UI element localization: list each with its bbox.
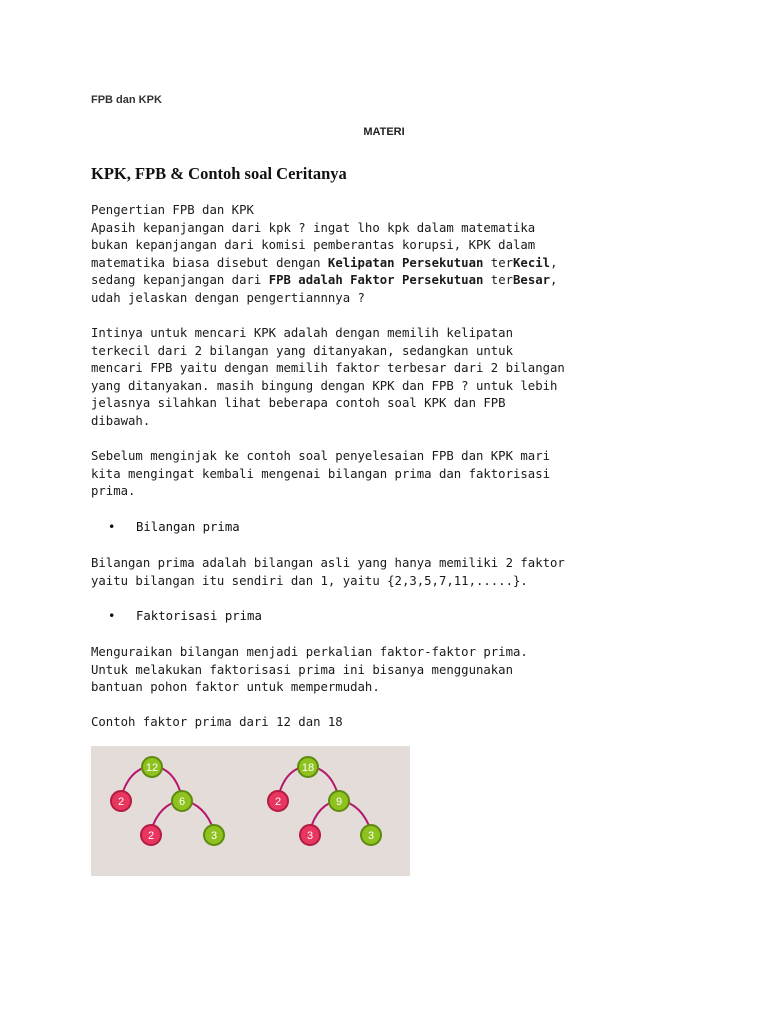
node-label: 3 [210, 830, 218, 842]
article-title: KPK, FPB & Contoh soal Ceritanya [91, 164, 347, 183]
paragraph-faktorisasi-prima [91, 644, 528, 697]
node-label: 3 [306, 830, 314, 842]
text-line: mencari FPB yaitu dengan memilih faktor terbesar dari 2 bilangan [91, 361, 565, 376]
text-line: yang ditanyakan. masih bingung dengan KPK dan FPB ? untuk lebih [91, 378, 558, 393]
bullet-text: Bilangan prima [136, 520, 240, 534]
section-label: MATERI [363, 126, 405, 138]
text-fragment: , [550, 255, 558, 270]
text-fragment: , [550, 273, 558, 288]
node-label: 2 [147, 830, 155, 842]
node-label: 6 [178, 796, 186, 808]
node-label: 3 [367, 830, 375, 842]
kpk-bold-suffix: Kecil [513, 255, 551, 270]
example-caption: Contoh faktor prima dari 12 dan 18 [91, 715, 343, 729]
kpk-bold-term: Kelipatan Persekutuan [327, 255, 484, 270]
node-label: 2 [117, 796, 125, 808]
text-line: Sebelum menginjak ke contoh soal penyelesaian FPB dan KPK mari [91, 449, 551, 463]
text-line: jelasnya silahkan lihat beberapa contoh soal KPK dan FPB [91, 396, 506, 411]
fpb-bold-suffix: Besar [513, 273, 551, 288]
factor-tree-12 [111, 757, 224, 845]
text-line: Menguraikan bilangan menjadi perkalian faktor-faktor prima. [91, 645, 528, 659]
node-label: 18 [301, 762, 315, 774]
bullet-marker: • [108, 609, 116, 623]
text-line: Bilangan prima adalah bilangan asli yang hanya memiliki 2 faktor [91, 556, 565, 570]
node-label: 12 [145, 762, 159, 774]
text-fragment: ter [483, 273, 514, 288]
bullet-faktorisasi-prima [108, 608, 262, 626]
paragraph-kpk-fpb-explanation [91, 325, 565, 431]
bullet-bilangan-prima [108, 519, 240, 537]
text-fragment: ter [483, 255, 514, 270]
text-line: terkecil dari 2 bilangan yang ditanyakan, sedangkan untuk [91, 343, 513, 358]
fpb-bold-term: FPB adalah Faktor Persekutuan [268, 273, 484, 288]
intro-line: Pengertian FPB dan KPK [91, 203, 254, 217]
node-label: 9 [335, 796, 343, 808]
intro-line: udah jelaskan dengan pengertiannnya ? [91, 290, 365, 305]
factor-tree-diagram [91, 746, 410, 876]
factor-tree-image [91, 746, 410, 876]
paragraph-before-examples [91, 448, 550, 501]
text-line: bantuan pohon faktor untuk mempermudah. [91, 680, 380, 695]
intro-line: matematika biasa disebut dengan [91, 255, 328, 270]
text-line: Intinya untuk mencari KPK adalah dengan memilih kelipatan [91, 326, 513, 340]
factor-tree-18 [268, 757, 381, 845]
intro-line: sedang kepanjangan dari [91, 273, 269, 288]
bullet-text: Faktorisasi prima [136, 609, 262, 623]
intro-line: bukan kepanjangan dari komisi pemberantas korupsi, KPK dalam [91, 238, 536, 253]
bullet-marker: • [108, 520, 116, 534]
node-label: 2 [274, 796, 282, 808]
paragraph-bilangan-prima [91, 555, 565, 590]
text-line: dibawah. [91, 413, 151, 428]
intro-line: Apasih kepanjangan dari kpk ? ingat lho kpk dalam matematika [91, 220, 536, 235]
text-line: kita mengingat kembali mengenai bilangan prima dan faktorisasi [91, 466, 551, 481]
text-line: yaitu bilangan itu sendiri dan 1, yaitu {2,3,5,7,11,.....}. [91, 573, 528, 588]
text-line: Untuk melakukan faktorisasi prima ini bisanya menggunakan [91, 662, 513, 677]
intro-paragraph [91, 202, 557, 308]
text-line: prima. [91, 484, 136, 499]
document-header: FPB dan KPK [91, 94, 162, 106]
